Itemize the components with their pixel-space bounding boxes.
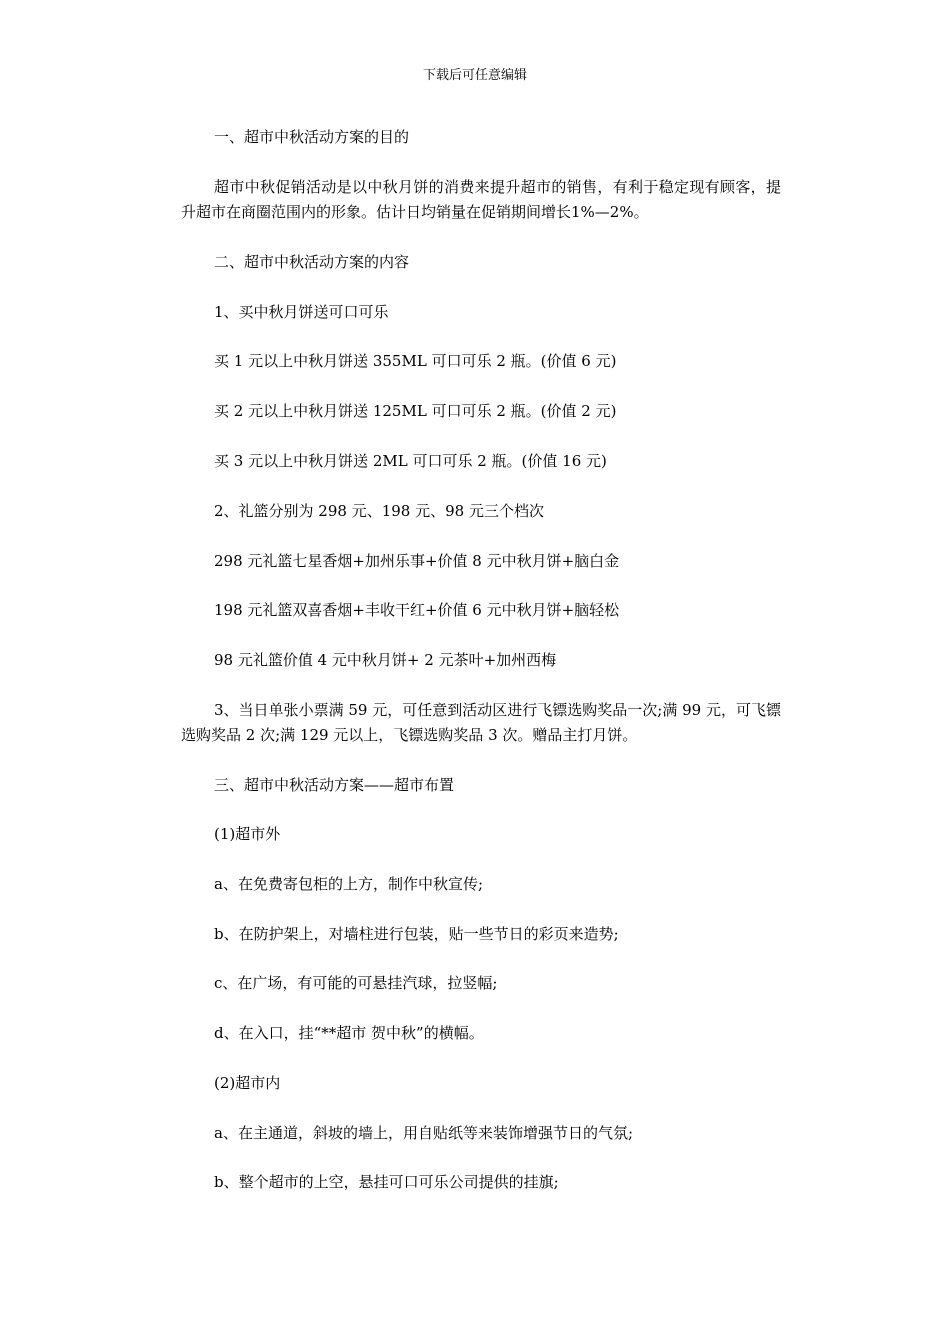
inside-item-b: b、整个超市的上空，悬挂可口可乐公司提供的挂旗; [214, 1173, 559, 1191]
section-1-heading: 一、超市中秋活动方案的目的 [214, 128, 410, 146]
outside-item-b: b、在防护架上，对墙柱进行包装，贴一些节日的彩页来造势; [214, 925, 619, 943]
outside-item-a: a、在免费寄包柜的上方，制作中秋宣传; [214, 875, 483, 893]
section-2-heading: 二、超市中秋活动方案的内容 [214, 253, 410, 271]
item-2-line-2: 198 元礼篮双喜香烟+丰收干红+价值 6 元中秋月饼+脑轻松 [214, 601, 620, 619]
inside-item-a: a、在主通道，斜坡的墙上，用自贴纸等来装饰增强节日的气氛; [214, 1124, 633, 1142]
inside-heading: (2)超市内 [214, 1074, 281, 1092]
section-1-paragraph: 超市中秋促销活动是以中秋月饼的消费来提升超市的销售，有利于稳定现有顾客，提升超市在商圈范围内的形象。估计日均销量在促销期间增长1%—2%。 [181, 178, 781, 221]
outside-item-c: c、在广场，有可能的可悬挂汽球，拉竖幅; [214, 974, 498, 992]
outside-item-d: d、在入口，挂“**超市 贺中秋”的横幅。 [214, 1024, 484, 1042]
item-2-heading: 2、礼篮分别为 298 元、198 元、98 元三个档次 [214, 502, 544, 520]
outside-heading: (1)超市外 [214, 825, 281, 843]
item-3-paragraph: 3、当日单张小票满 59 元，可任意到活动区进行飞镖选购奖品一次;满 99 元，可飞镖选购奖品 2 次;满 129 元以上，飞镖选购奖品 3 次。赠品主打月饼。 [181, 701, 781, 744]
page-header: 下载后可任意编辑 [422, 68, 527, 83]
item-1-line-2: 买 2 元以上中秋月饼送 125ML 可口可乐 2 瓶。(价值 2 元) [214, 402, 617, 420]
item-2-line-1: 298 元礼篮七星香烟+加州乐事+价值 8 元中秋月饼+脑白金 [214, 552, 620, 570]
item-1-line-3: 买 3 元以上中秋月饼送 2ML 可口可乐 2 瓶。(价值 16 元) [214, 452, 607, 470]
item-2-line-3: 98 元礼篮价值 4 元中秋月饼+ 2 元茶叶+加州西梅 [214, 651, 557, 669]
item-1-line-1: 买 1 元以上中秋月饼送 355ML 可口可乐 2 瓶。(价值 6 元) [214, 352, 617, 370]
item-1-heading: 1、买中秋月饼送可口可乐 [214, 303, 389, 321]
section-3-heading: 三、超市中秋活动方案——超市布置 [214, 776, 455, 794]
